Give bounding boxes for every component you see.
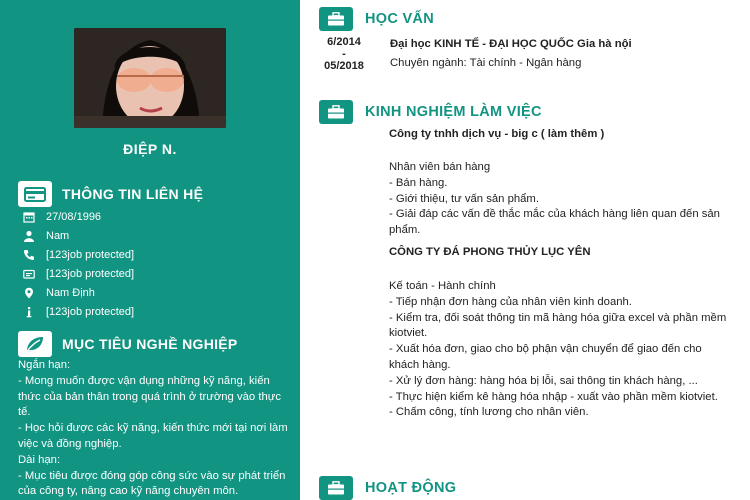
contact-other [22, 302, 292, 321]
education-body [390, 36, 720, 71]
job-duty: - Kiểm tra, đối soát thông tin mã hàng hóa giữa excel và phần mềm kiotviet. [389, 311, 727, 340]
contact-gender [22, 226, 292, 245]
contact-location [22, 283, 292, 302]
job-duty: - Bán hàng. [389, 176, 448, 189]
activity-section-title: HOẠT ĐỘNG [365, 480, 457, 496]
leaf-icon [18, 331, 52, 357]
contact-value: Nam Định [46, 286, 95, 299]
education-start-date: 6/2014 [327, 36, 361, 48]
person-icon [22, 229, 35, 242]
contact-value: Nam [46, 229, 70, 242]
education-section-header [319, 7, 434, 31]
sidebar [0, 0, 300, 500]
education-end-date: 05/2018 [324, 60, 364, 72]
job-duty: - Xuất hóa đơn, giao cho bộ phận vận chuyển để giao đến cho khách hàng. [389, 343, 702, 371]
contact-value: 27/08/1996 [46, 210, 102, 223]
job-duty: - Thực hiện kiểm kê hàng hóa nhập - xuất vào phần mềm kiotviet. [389, 390, 718, 403]
main-content [300, 0, 750, 500]
education-section-title: HỌC VẤN [365, 11, 434, 27]
job-position: Kế toán - Hành chính [389, 280, 496, 292]
candidate-name: ĐIỆP N. [123, 141, 177, 157]
objective-short-label: Ngắn hạn: [18, 359, 71, 371]
objective-long-item: - Mục tiêu được đóng góp công sức vào sự phát triển của công ty, nâng cao kỹ năng chuyên môn. [18, 469, 286, 498]
contact-birthday [22, 207, 292, 226]
contact-value: [123job protected] [46, 248, 135, 261]
calendar-icon [22, 210, 35, 223]
contact-email [22, 264, 292, 283]
profile-photo [74, 28, 226, 128]
school-name: Đại học KINH TẾ - ĐẠI HỌC QUỐC Gia hà nội [390, 38, 632, 50]
job-position: Nhân viên bán hàng [389, 161, 491, 173]
briefcase-icon [319, 100, 353, 124]
phone-icon [22, 248, 35, 261]
objective-section-title: MỤC TIÊU NGHỀ NGHIỆP [62, 336, 238, 352]
education-date [319, 36, 369, 72]
contact-phone [22, 245, 292, 264]
contact-value: [123job protected] [46, 305, 135, 318]
contact-card-icon [18, 181, 52, 207]
job-company: CÔNG TY ĐÁ PHONG THỦY LỤC YÊN [389, 246, 591, 258]
experience-section-title: KINH NGHIỆM LÀM VIỆC [365, 104, 542, 120]
education-major: Chuyên ngành: Tài chính - Ngân hàng [390, 57, 582, 69]
info-icon [22, 305, 35, 318]
objective-short-item: - Mong muốn được vận dụng những kỹ năng, kiến thức của bản thân trong quá trình ở trường vào thực tế. [18, 374, 281, 419]
objective-long-label: Dài hạn: [18, 453, 61, 466]
experience-section-header [319, 100, 542, 124]
contact-list [22, 207, 292, 321]
job-duty: - Chấm công, tính lương cho nhân viên. [389, 406, 589, 419]
contact-section-header [18, 181, 203, 207]
job-entry [389, 127, 649, 148]
job-entry [389, 245, 619, 261]
objective-short-item: - Học hỏi được các kỹ năng, kiến thức mới tại nơi làm việc và đồng nghiệp. [18, 422, 288, 450]
job-duty: - Giới thiệu, tư vấn sản phẩm. [389, 192, 539, 205]
education-date-separator: - [342, 48, 346, 60]
briefcase-icon [319, 476, 353, 500]
objective-section-header [18, 331, 238, 357]
avatar [74, 28, 226, 128]
job-duty: - Giải đáp các vấn đề thắc mắc của khách hàng liên quan đến sản phẩm. [389, 208, 720, 237]
email-icon [22, 267, 35, 280]
activity-section-header [319, 476, 456, 500]
contact-section-title: THÔNG TIN LIÊN HỆ [62, 186, 204, 202]
location-icon [22, 286, 35, 299]
job-details [389, 160, 734, 239]
job-duty: - Tiếp nhận đơn hàng của nhân viên kinh doanh. [389, 295, 632, 308]
job-company: Công ty tnhh dịch vụ - big c ( làm thêm ) [389, 128, 605, 140]
job-duty: - Xử lý đơn hàng: hàng hóa bị lỗi, sai thông tin khách hàng, ... [389, 374, 698, 387]
job-details [389, 279, 734, 421]
briefcase-icon [319, 7, 353, 31]
objective-body [18, 358, 288, 500]
contact-value: [123job protected] [46, 267, 135, 280]
